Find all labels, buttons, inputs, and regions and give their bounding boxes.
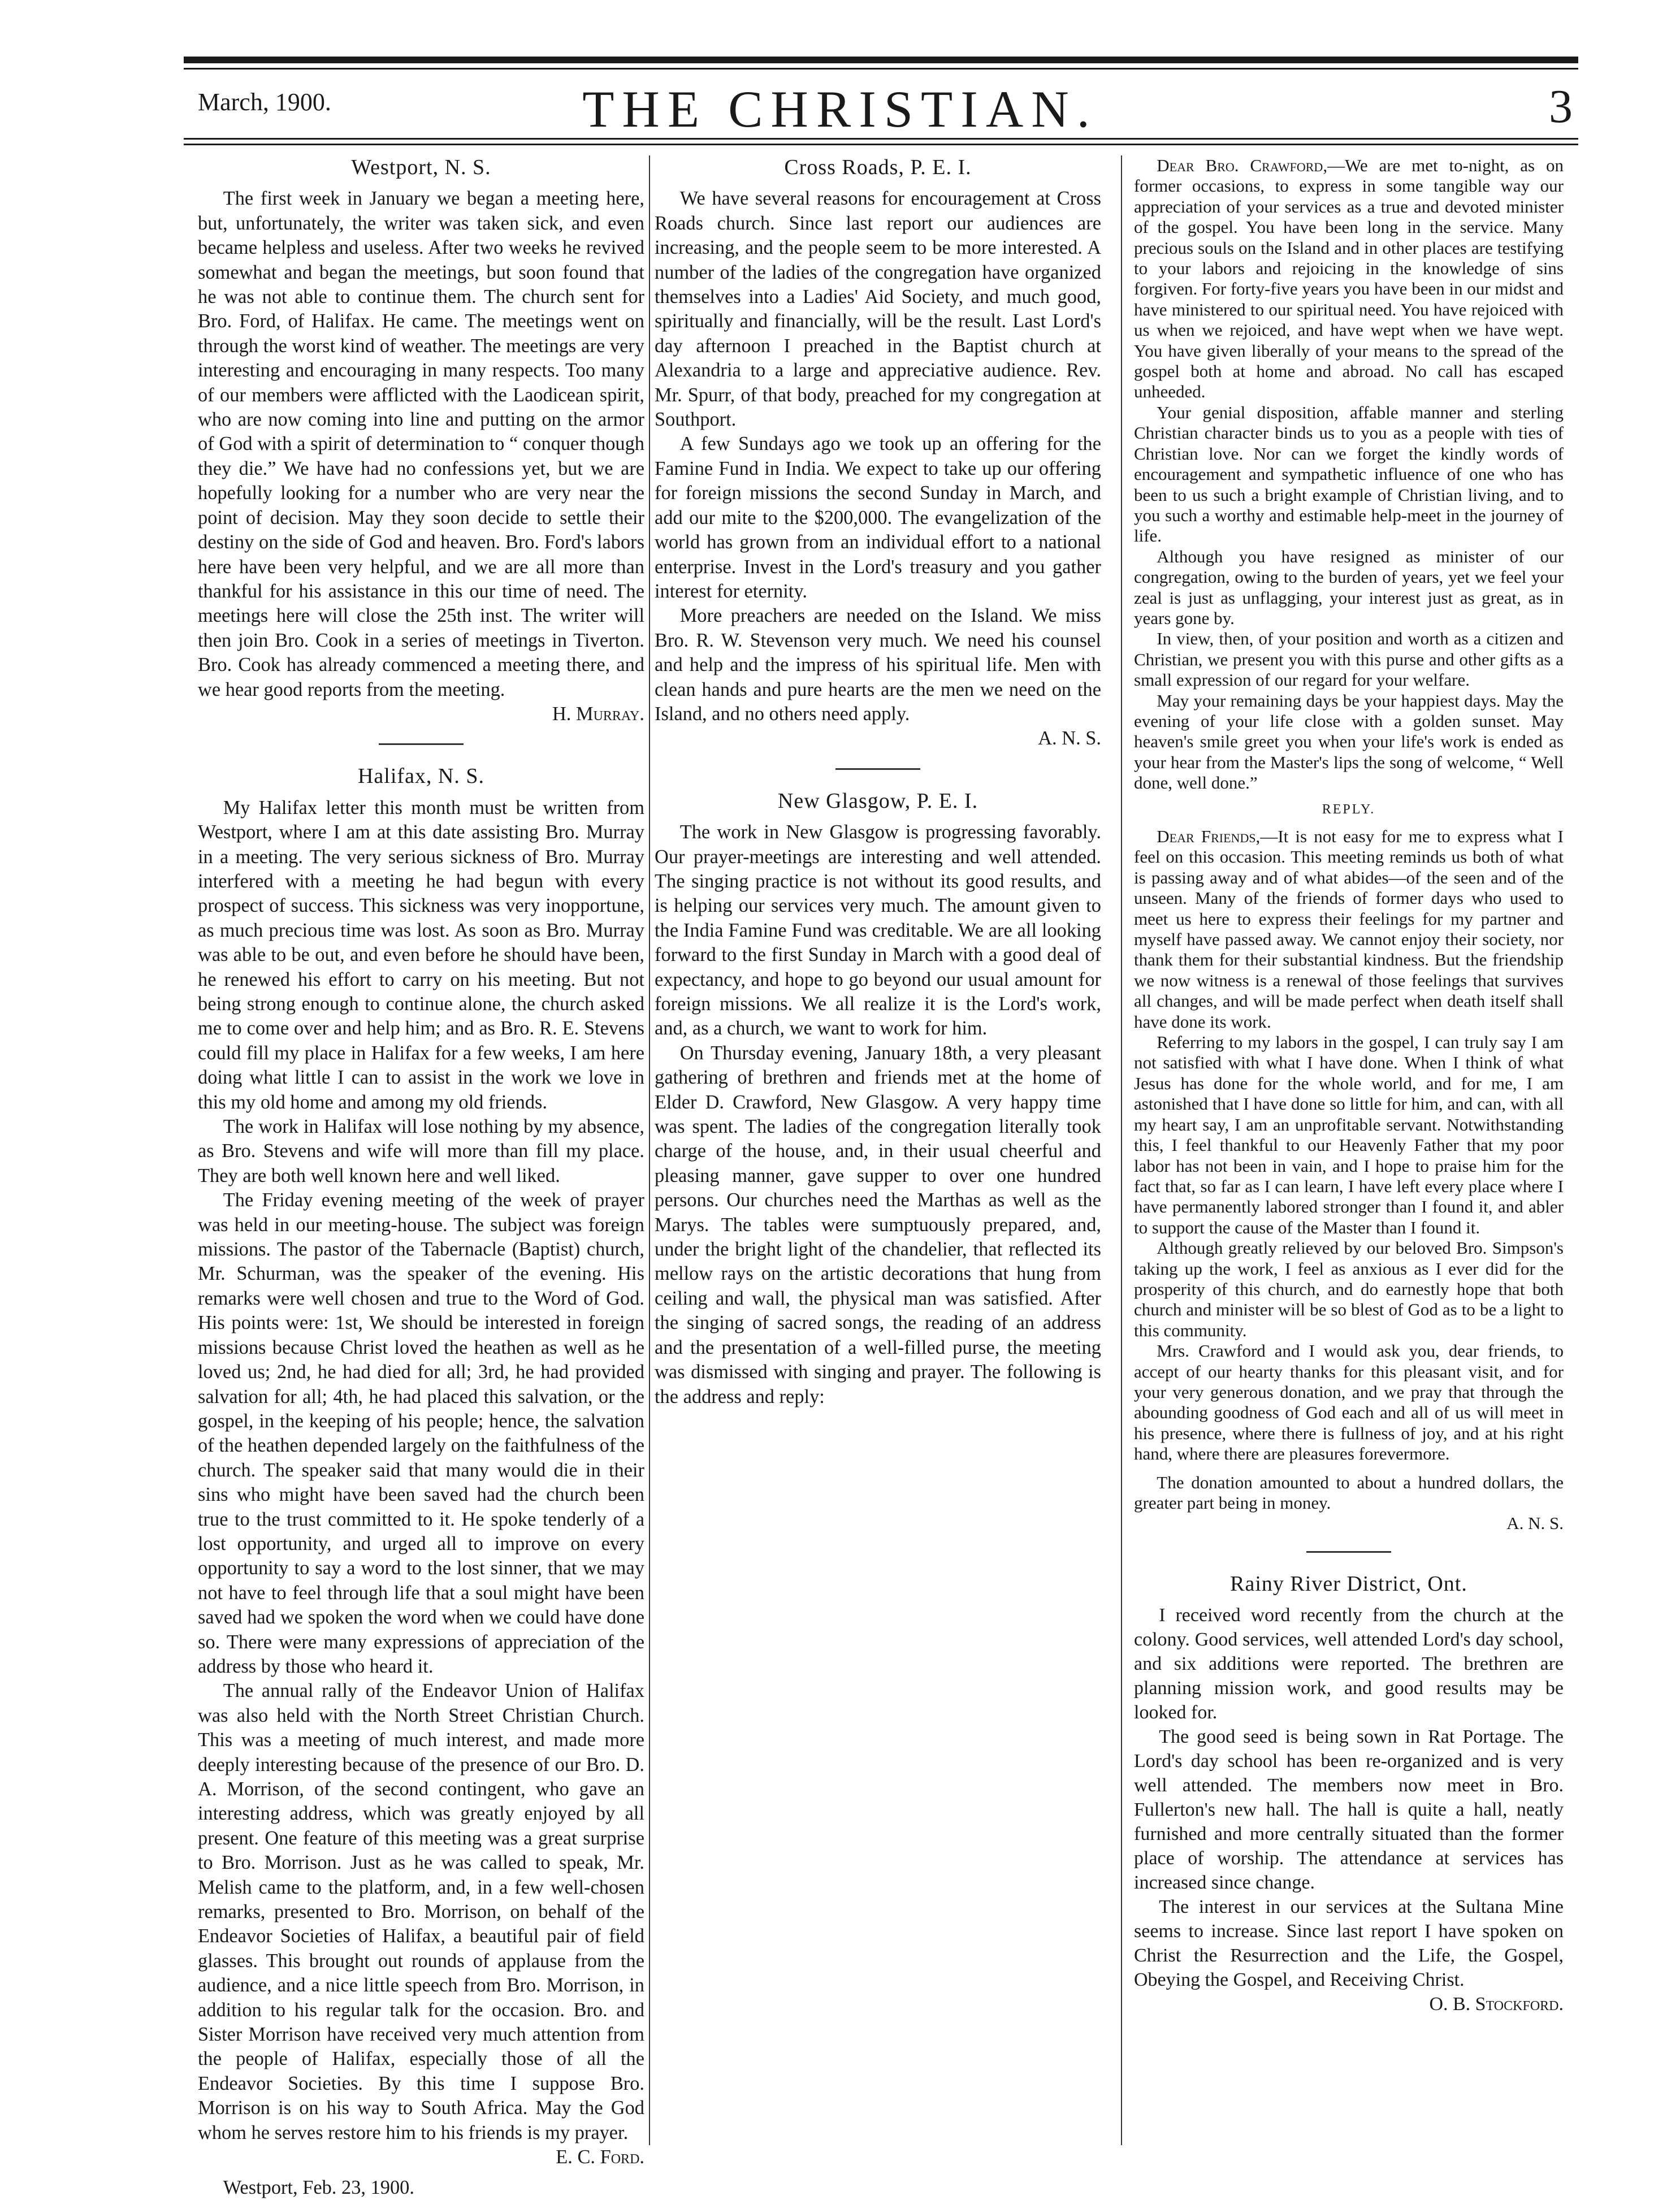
article-signature: A. N. S. — [1038, 727, 1101, 750]
article-paragraph: We have several reasons for encouragement at Cross Roads church. Since last report our audiences are increasing, and the people seem to be more interested. A number of the ladies of the congregation have organized themselves into a Ladies' Aid Society, and much good, spiritually and financially, will be the result. Last Lord's day afternoon I preached in the Baptist church at Alexandria to a large and appreciative audience. Rev. Mr. Spurr, of that body, preached for my congregation at Southport. — [655, 188, 1101, 431]
reply-text: —It is not easy for me to express what I feel on this occasion. This meeting reminds us both of what is passing away and of what abides—of the seen and of the unseen. Many of the friends of former days who used to meet us here to express their feelings for my partner and myself have passed away. We cannot enjoy their society, nor thank them for their substantial kindness. But the friendship we now witness is a renewal of those feelings that survives all changes, and will be made perfect when death itself shall have done its work. — [1134, 826, 1564, 1032]
article-heading: New Glasgow, P. E. I. — [777, 789, 978, 813]
masthead-rule-top — [184, 57, 1578, 63]
article-paragraph: The first week in January we began a meeting here, but, unfortunately, the writer was taken sick, and even became helpless and useless. After two weeks he revived somewhat and began the meetings, but soon found that he was not able to continue them. The church sent for Bro. Ford, of Halifax. He came. The meetings went on through the worst kind of weather. The meetings are very interesting and encouraging in many respects. Too many of our members were afflicted with the Laodicean spirit, who are now coming into line and putting on the armor of God with a spirit of determination to “ conquer though they die.” We have had no confessions yet, but we are hopefully looking for a number who are very near the point of decision. May they soon decide to settle their destiny on the side of God and heaven. Bro. Ford's labors here have been very helpful, and we are all more than thankful for his assistance in this our time of need. The meetings here will close the 25th inst. The writer will then join Bro. Cook in a series of meetings in Tiverton. Bro. Cook has already commenced a meeting there, and we hear good reports from the meeting. — [198, 188, 644, 700]
article-paragraph: More preachers are needed on the Island. We miss Bro. R. W. Stevenson very much. We need his counsel and help and the impress of his spiritual life. Men with clean hands and pure hearts are the men we need on the Island, and no others need apply. — [655, 605, 1101, 725]
masthead-date: March, 1900. — [198, 88, 331, 116]
article-paragraph: My Halifax letter this month must be written from Westport, where I am at this date assisting Bro. Murray in a meeting. The very serious sickness of Bro. Murray interfered with a meeting he had begun with every prospect of success. This sickness was very inopportune, as much precious time was lost. As soon as Bro. Murray was able to be out, and even before he should have been, he renewed his effort to carry on his meeting. But not being strong enough to continue alone, the church asked me to come over and help him; and as Bro. R. E. Stevens could fill my place in Halifax for a few weeks, I am here doing what little I can to assist in the work we love in this my old home and among my old friends. — [198, 796, 644, 1113]
article-halifax — [198, 764, 644, 2200]
address-and-reply — [1134, 155, 1564, 1534]
address-text: —We are met to-night, as on former occasions, to express in some tangible way our appreciation of your services as a true and devoted minister of the gospel. You have been long in the service. Many precious souls on the Island and in other places are testifying to your labors and rejoicing in the knowledge of sins forgiven. For forty-five years you have been in our midst and have ministered to our spiritual need. You have rejoiced with us when we rejoiced, and have wept when we have wept. You have given liberally of your means to the spread of the gospel both at home and abroad. No call has escaped unheeded. — [1134, 155, 1564, 402]
article-westport — [198, 155, 644, 726]
article-separator — [379, 743, 464, 745]
reply-paragraph: Mrs. Crawford and I would ask you, dear friends, to accept of our hearty thanks for this pleasant visit, and for your very generous donation, and we pray that through the abounding goodness of God each and all of us will meet in his presence, where there is fullness of joy, and at his right hand, where there are pleasures forevermore. — [1134, 1341, 1564, 1464]
column-3 — [1134, 155, 1564, 2151]
address-salutation: Dear Bro. Crawford, — [1157, 155, 1328, 175]
address-paragraph: Your genial disposition, affable manner and sterling Christian character binds us to you as a people with ties of Christian love. Nor can we forget the kindly words of encouragement and sympathetic influence of one who has been to us such a bright example of Christian living, and to you such a worthy and estimable help-meet in the journey of life. — [1134, 402, 1564, 546]
column-1 — [198, 155, 644, 2198]
article-signature: E. C. Ford. — [556, 2146, 644, 2168]
address-paragraph — [1134, 155, 1564, 402]
page-number: 3 — [1549, 80, 1573, 133]
article-paragraph: The annual rally of the Endeavor Union of Halifax was also held with the North Street Christian Church. This was a meeting of much interest, and made more deeply interesting because of the presence of our Bro. D. A. Morrison, of the second contingent, who gave an interesting address, which was greatly enjoyed by all present. One feature of this meeting was a great surprise to Bro. Morrison. Just as he was called to speak, Mr. Melish came to the platform, and, in a few well-chosen remarks, presented to Bro. Morrison, on behalf of the Endeavor Societies of Halifax, a beautiful pair of field glasses. This brought out rounds of applause from the audience, and a nice little speech from Bro. Morrison, in addition to his regular talk for the occasion. Bro. and Sister Morrison have received very much attention from the people of Halifax, especially those of all the Endeavor Societies. By this time I suppose Bro. Morrison is on his way to South Africa. May the God whom he serves restore him to his friends is my prayer. — [198, 1680, 644, 2143]
column-rule-1 — [649, 155, 650, 2145]
column-rule-2 — [1121, 155, 1122, 2145]
article-paragraph: I received word recently from the church at the colony. Good services, well attended Lord's day school, and six additions were reported. The brethren are planning mission work, and good results may be looked for. — [1134, 1604, 1564, 1723]
masthead-title: THE CHRISTIAN. — [582, 80, 1098, 138]
article-signature: O. B. Stockford. — [1429, 1993, 1564, 2015]
article-cross-roads — [655, 155, 1101, 751]
article-separator — [835, 768, 920, 770]
article-heading: Cross Roads, P. E. I. — [784, 155, 972, 179]
address-paragraph: In view, then, of your position and worth as a citizen and Christian, we present you with this purse and other gifts as a small expression of our regard for your welfare. — [1134, 629, 1564, 690]
article-separator — [1306, 1551, 1391, 1553]
reply-salutation: Dear Friends, — [1157, 826, 1261, 846]
reply-heading: REPLY. — [1322, 802, 1376, 817]
article-heading: Halifax, N. S. — [357, 764, 485, 789]
article-paragraph: The good seed is being sown in Rat Portage. The Lord's day school has been re-organized and is very well attended. The members now meet in Bro. Fullerton's new hall. The hall is quite a hall, neatly furnished and more centrally situated than the former place of worship. The attendance at services has increased since change. — [1134, 1726, 1564, 1893]
reply-paragraph: Although greatly relieved by our beloved Bro. Simpson's taking up the work, I feel as anxious as I ever did for the prosperity of this church, and do earnestly hope that both church and minister will be so blest of God as to be a light to this community. — [1134, 1238, 1564, 1340]
article-heading: Westport, N. S. — [351, 155, 491, 179]
masthead-rule-bottom-2 — [184, 144, 1578, 145]
address-paragraph: Although you have resigned as minister of our congregation, owing to the burden of years, yet we feel your zeal is just as unflagging, your interest just as great, as in years gone by. — [1134, 546, 1564, 628]
column-2 — [655, 155, 1101, 2151]
article-signature: A. N. S. — [1506, 1513, 1564, 1534]
article-rainy-river — [1134, 1572, 1564, 2016]
article-heading: Rainy River District, Ont. — [1230, 1571, 1467, 1596]
reply-paragraph: Referring to my labors in the gospel, I can truly say I am not satisfied with what I have done. When I think of what Jesus has done for the whole world, and for me, I am astonished that I have done so little for him, and can, with all my heart say, I am an unprofitable servant. Notwithstanding this, I feel thankful to our Heavenly Father that my poor labor has not been in vain, and I hope to praise him for the fact that, so far as I can learn, I have left every place where I have permanently labored stronger than I found it, and abler to support the cause of the Master than I found it. — [1134, 1032, 1564, 1237]
masthead-rule-bottom — [184, 138, 1578, 140]
article-new-glasgow — [655, 789, 1101, 1409]
reply-paragraph — [1134, 826, 1564, 1032]
article-signature: H. Murray. — [552, 703, 644, 725]
article-paragraph: The work in New Glasgow is progressing favorably. Our prayer-meetings are interesting and well attended. The singing practice is not without its good results, and is helping our services very much. The amount given to the India Famine Fund was creditable. We are all looking forward to the first Sunday in March with a good deal of expectancy, and hope to go beyond our usual amount for foreign missions. We all realize it is the Lord's work, and, as a church, we want to work for him. — [655, 821, 1101, 1040]
article-paragraph: The interest in our services at the Sultana Mine seems to increase. Since last report I have spoken on Christ the Resurrection and the Life, the Gospel, Obeying the Gospel, and Receiving Christ. — [1134, 1896, 1564, 1990]
article-dateline: Westport, Feb. 23, 1900. — [223, 2176, 414, 2198]
address-paragraph: May your remaining days be your happiest days. May the evening of your life close with a golden sunset. May heaven's smile greet you when your life's work is ended as your hear from the Master's lips the song of welcome, “ Well done, well done.” — [1134, 690, 1564, 793]
article-paragraph: A few Sundays ago we took up an offering for the Famine Fund in India. We expect to take up our offering for foreign missions the second Sunday in March, and add our mite to the $200,000. The evangelization of the world has grown from an individual effort to a national enterprise. Invest in the Lord's treasury and you gather interest for eternity. — [655, 433, 1101, 602]
article-paragraph: The work in Halifax will lose nothing by my absence, as Bro. Stevens and wife will more than fill my place. They are both well known here and well liked. — [198, 1116, 644, 1186]
donation-paragraph: The donation amounted to about a hundred dollars, the greater part being in money. — [1134, 1472, 1564, 1513]
masthead-rule-top-thin — [184, 68, 1578, 70]
article-paragraph: On Thursday evening, January 18th, a very pleasant gathering of brethren and friends met at the home of Elder D. Crawford, New Glasgow. A very happy time was spent. The ladies of the congregation literally took charge of the house, and, in their usual cheerful and pleasing manner, gave supper to over one hundred persons. Our churches need the Marthas as well as the Marys. The tables were sumptuously prepared, and, under the bright light of the chandelier, that reflected its mellow rays on the artistic decorations that hung from ceiling and wall, the physical man was satisfied. After the singing of sacred songs, the reading of an address and the presentation of a well-filled purse, the meeting was dismissed with singing and prayer. The following is the address and reply: — [655, 1042, 1101, 1408]
article-paragraph: The Friday evening meeting of the week of prayer was held in our meeting-house. The subject was foreign missions. The pastor of the Tabernacle (Baptist) church, Mr. Schurman, was the speaker of the evening. His remarks were well chosen and true to the Word of God. His points were: 1st, We should be interested in foreign missions because Christ loved the heathen as well as he loved us; 2nd, he had died for all; 3rd, he had provided salvation for all; 4th, he had placed this salvation, or the gospel, in the keeping of his people; hence, the salvation of the heathen depended largely on the faithfulness of the church. The speaker said that many would die in their sins who might have been saved had the church been true to the trust committed to it. He spoke tenderly of a lost opportunity, and urged all to improve on every opportunity to say a word to the lost sinner, that we may not have to feel through life that a soul might have been saved had we spoken the word when we could have done so. There were many expressions of appreciation of the address by those who heard it. — [198, 1189, 644, 1677]
